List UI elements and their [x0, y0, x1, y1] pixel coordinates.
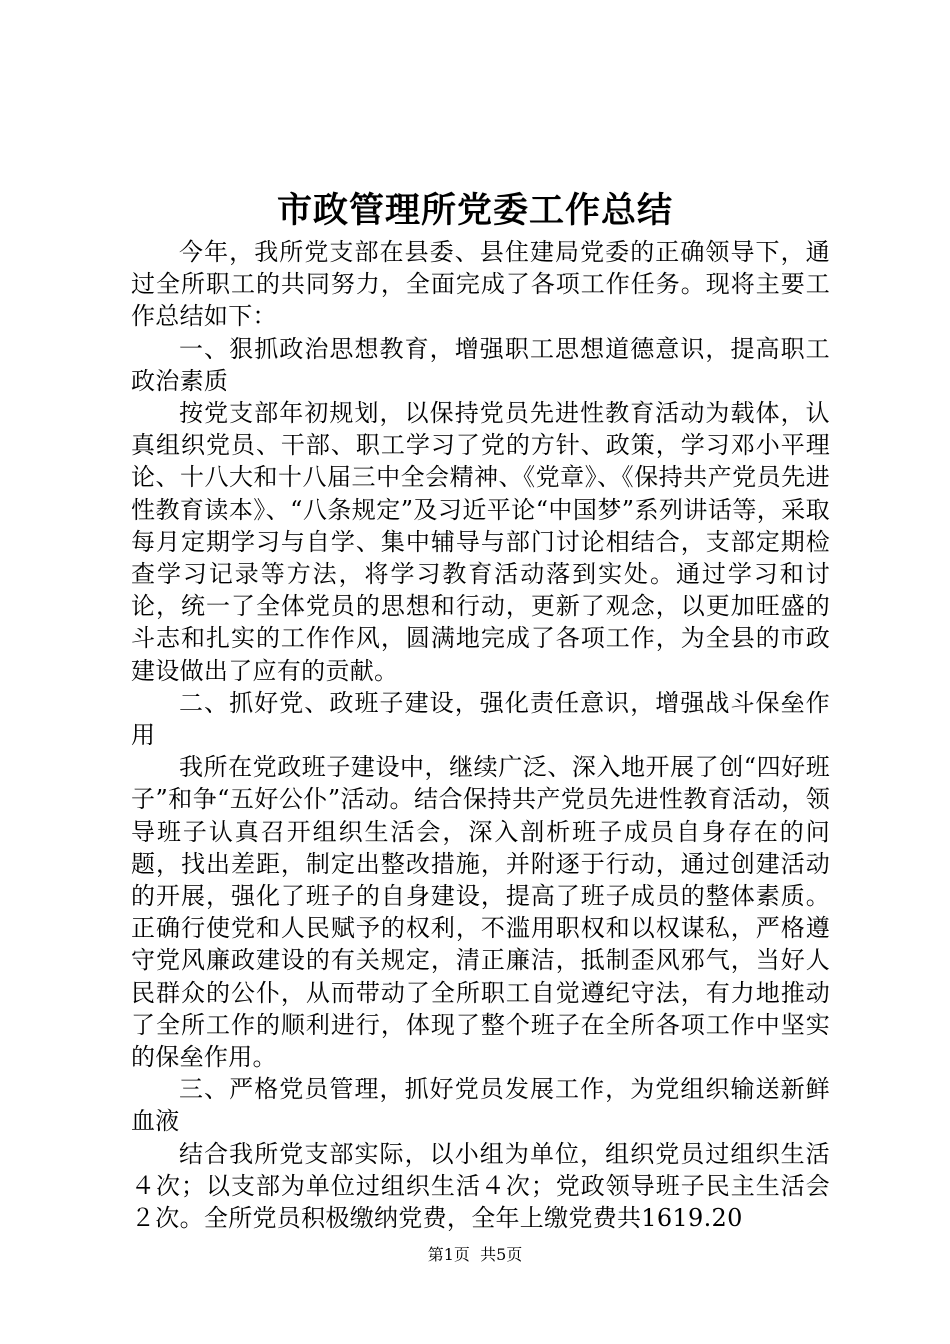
- page-total: 共5页: [480, 1245, 523, 1264]
- section-heading-3: 三、严格党员管理，抓好党员发展工作，为党组织输送新鲜血液: [131, 1075, 830, 1136]
- paragraph-section-3: 结合我所党支部实际，以小组为单位，组织党员过组织生活４次；以支部为单位过组织生活４次；党政领导班子民主生活会２次。全所党员积极缴纳党费，全年上缴党费共1619.20: [131, 1139, 830, 1233]
- document-title: 市政管理所党委工作总结: [276, 190, 673, 231]
- document-body: [131, 236, 830, 1234]
- page-footer: [0, 1244, 950, 1266]
- paragraph-section-1: 按党支部年初规划，以保持党员先进性教育活动为载体，认真组织党员、干部、职工学习了党的方针、政策，学习邓小平理论、十八大和十八届三中全会精神、《党章》、《保持共产党员先进性教育读本》、“八条规定”及习近平论“中国梦”系列讲话等，采取每月定期学习与自学、集中辅导与部门讨论相结合，支部定期检查学习记录等方法，将学习教育活动落到实处。通过学习和讨论，统一了全体党员的思想和行动，更新了观念，以更加旺盛的斗志和扎实的工作作风，圆满地完成了各项工作，为全县的市政建设做出了应有的贡献。: [131, 399, 830, 685]
- paragraph-intro: 今年，我所党支部在县委、县住建局党委的正确领导下，通过全所职工的共同努力，全面完成了各项工作任务。现将主要工作总结如下：: [131, 238, 830, 331]
- page-number: 第1页: [427, 1245, 470, 1264]
- section-heading-1: 一、狠抓政治思想教育，增强职工思想道德意识，提高职工政治素质: [131, 334, 830, 395]
- paragraph-section-2: 我所在党政班子建设中，继续广泛、深入地开展了创“四好班子”和争“五好公仆”活动。结合保持共产党员先进性教育活动，领导班子认真召开组织生活会，深入剖析班子成员自身存在的问题，找出差距，制定出整改措施，并附逐于行动，通过创建活动的开展，强化了班子的自身建设，提高了班子成员的整体素质。正确行使党和人民赋予的权利，不滥用职权和以权谋私，严格遵守党风廉政建设的有关规定，清正廉洁，抵制歪风邪气，当好人民群众的公仆，从而带动了全所职工自觉遵纪守法，有力地推动了全所工作的顺利进行，体现了整个班子在全所各项工作中坚实的保垒作用。: [131, 753, 830, 1072]
- section-heading-2: 二、抓好党、政班子建设，强化责任意识，增强战斗保垒作用: [131, 688, 830, 750]
